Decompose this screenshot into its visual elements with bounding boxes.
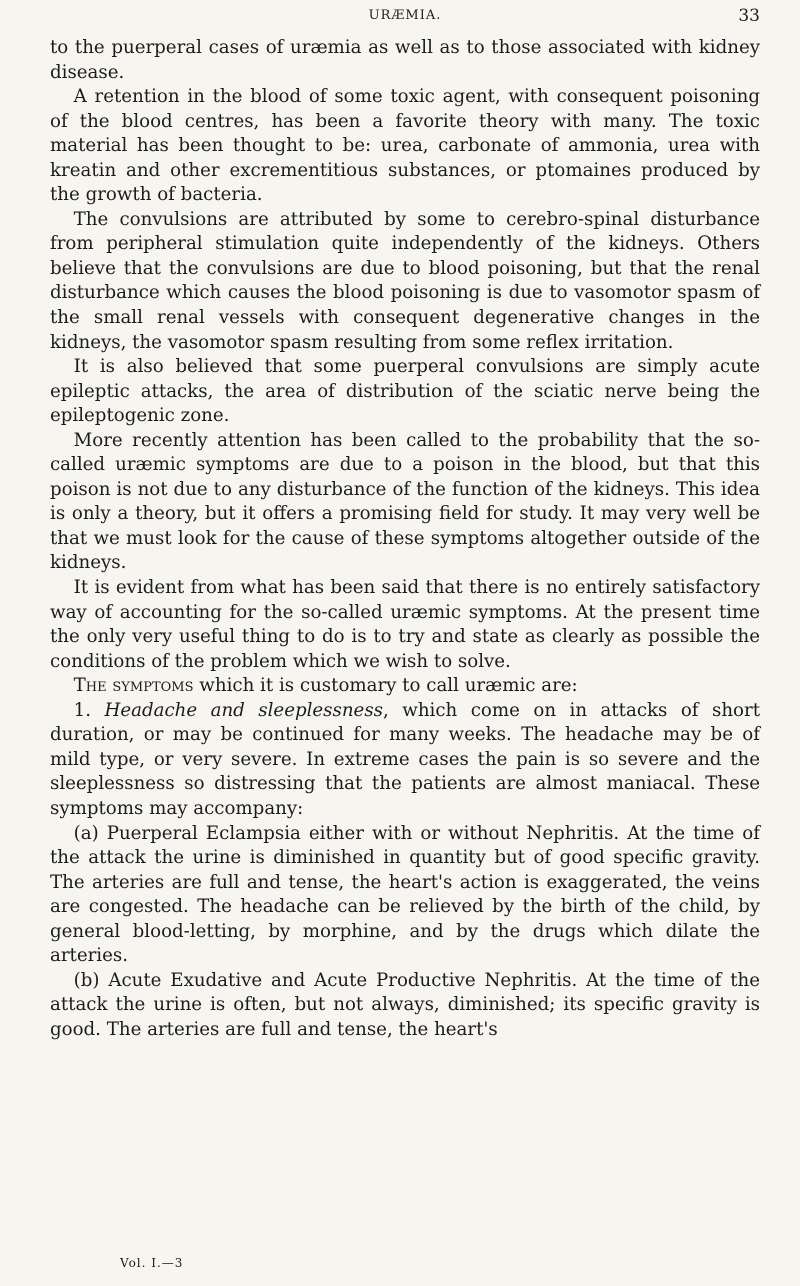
- signature-mark: Vol. I.—3: [120, 1256, 184, 1270]
- paragraph-continuation: to the puerperal cases of uræmia as well as to those associated with kidney disease.: [50, 37, 760, 83]
- running-head: [50, 0, 760, 36]
- paragraph-symptoms-intro: [50, 674, 760, 699]
- paragraph-conclusion: It is evident from what has been said that there is no entirely satisfactory way of accounting for the so-called uræmic symptoms. At the present time the only very useful thing to do is to try and state as clearly as possible the conditions of the problem which we wish to solve.: [50, 577, 760, 672]
- page-number: 33: [738, 6, 760, 26]
- paragraph-epileptic: It is also believed that some puerperal convulsions are simply acute epileptic attacks, the area of distribution of the sciatic nerve being the epileptogenic zone.: [50, 356, 760, 427]
- item-text: , which come on in attacks of short duration, or may be continued for many weeks. The headache may be of mild type, or very severe. In extreme cases the pain is so severe and the sleeplessness so distressing that the patients are almost maniacal. These symptoms may accompany:: [50, 699, 761, 819]
- symptoms-intro: which it is customary to call uræmic are:: [193, 675, 578, 697]
- item-title: Headache and sleeplessness: [104, 699, 383, 721]
- running-title: URÆMIA.: [368, 8, 442, 23]
- paragraph-eclampsia: (a) Puerperal Eclampsia either with or without Nephritis. At the time of the attack the urine is diminished in quantity but of good specific gravity. The arteries are full and tense, the heart's action is exaggerated, the veins are congested. The headache can be relieved by the birth of the child, by general blood-letting, by morphine, and by the drugs which dilate the arteries.: [50, 822, 760, 967]
- symptoms-lead: The symptoms: [73, 675, 194, 697]
- paragraph-convulsions: The convulsions are attributed by some to cerebro-spinal disturbance from peripheral stimulation quite independently of the kidneys. Others believe that the convulsions are due to blood poisoning, but that the renal disturbance which causes the blood poisoning is due to vasomotor spasm of the small renal vessels with consequent degenerative changes in the kidneys, the vasomotor spasm resulting from some reflex irritation.: [50, 208, 760, 353]
- paragraph-headache: [50, 699, 760, 822]
- body-text: [50, 36, 760, 1042]
- item-number: 1.: [73, 699, 105, 721]
- paragraph-toxic-theory: A retention in the blood of some toxic agent, with consequent poisoning of the blood centres, has been a favorite theory with many. The toxic material has been thought to be: urea, carbonate of ammonia, urea with kreatin and other excrementitious substances, or ptomaines produced by the growth of bacteria.: [50, 86, 760, 206]
- paragraph-nephritis: (b) Acute Exudative and Acute Productive Nephritis. At the time of the attack the urine is often, but not always, diminished; its specific gravity is good. The arteries are full and tense, the heart's: [50, 969, 760, 1040]
- paragraph-recent-theory: More recently attention has been called to the probability that the so-called uræmic symptoms are due to a poison in the blood, but that this poison is not due to any disturbance of the function of the kidneys. This idea is only a theory, but it offers a promising field for study. It may very well be that we must look for the cause of these symptoms altogether outside of the kidneys.: [50, 429, 760, 574]
